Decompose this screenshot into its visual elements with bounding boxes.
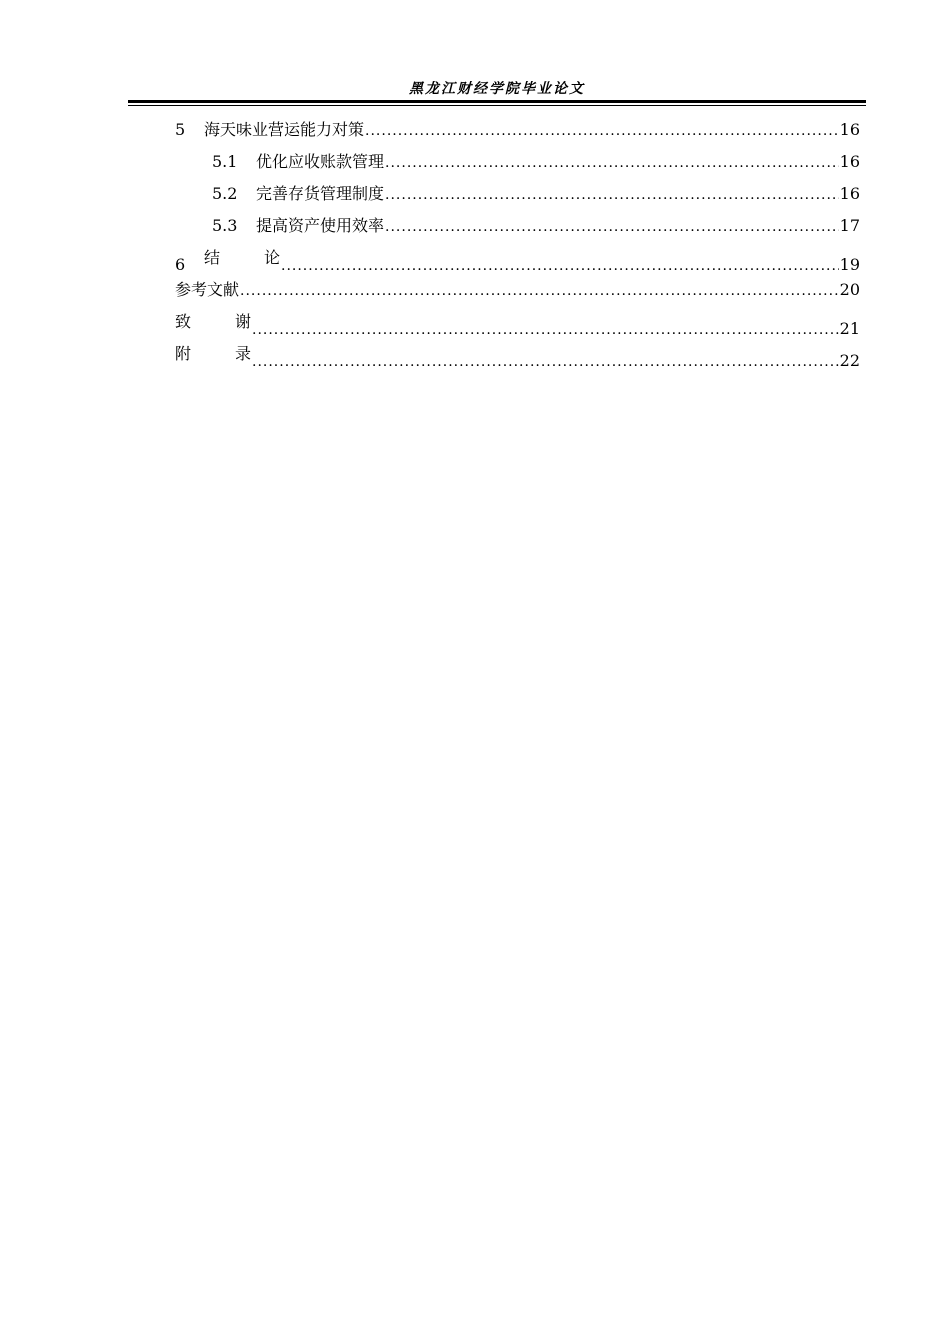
toc-entry-page: 19: [839, 255, 860, 274]
toc-entry-number: 5.3: [212, 216, 238, 235]
toc-entry-page: 22: [839, 351, 860, 370]
toc-entry-acknowledgements[interactable]: [175, 310, 860, 342]
toc-dot-leader: [281, 254, 839, 278]
toc-entry-title: 海天味业营运能力对策: [204, 120, 365, 139]
toc-entry-number: 6: [175, 255, 186, 274]
toc-entry-title: 优化应收账款管理: [256, 152, 385, 171]
page-header: [128, 78, 866, 108]
toc-dot-leader: [385, 183, 839, 207]
header-title: 黑龙江财经学院毕业论文: [409, 81, 585, 97]
toc-title-char: 附: [175, 344, 192, 363]
toc-title-char: 结: [204, 248, 221, 267]
header-rule-thick: [128, 100, 866, 103]
toc-entry-references[interactable]: [175, 278, 860, 310]
toc-dot-leader: [385, 215, 839, 239]
toc-entry-5-2[interactable]: [175, 182, 860, 214]
toc-entry-5-1[interactable]: [175, 150, 860, 182]
toc-entry-title: [175, 310, 251, 334]
toc-entry-number: 5: [175, 120, 186, 139]
toc-entry-page: 16: [839, 184, 860, 203]
toc-entry-page: 16: [839, 120, 860, 139]
toc-title-char: 录: [234, 344, 251, 363]
toc-dot-leader: [240, 279, 839, 303]
toc-title-char: 致: [175, 312, 192, 331]
toc-entry-page: 16: [839, 152, 860, 171]
toc-entry-page: 17: [839, 216, 860, 235]
toc-entry-title: 完善存货管理制度: [256, 184, 385, 203]
toc-dot-leader: [385, 151, 839, 175]
toc-entry-title: [175, 342, 251, 366]
table-of-contents: [175, 118, 860, 374]
toc-entry-number: 5.2: [212, 184, 238, 203]
header-rule-thin: [128, 105, 866, 106]
toc-entry-5-3[interactable]: [175, 214, 860, 246]
toc-entry-appendix[interactable]: [175, 342, 860, 374]
toc-entry-5[interactable]: [175, 118, 860, 150]
toc-dot-leader: [365, 119, 839, 143]
toc-entry-page: 20: [839, 280, 860, 299]
toc-entry-6[interactable]: [175, 246, 860, 278]
toc-dot-leader: [252, 318, 839, 342]
toc-entry-title: 参考文献: [175, 280, 240, 299]
toc-entry-page: 21: [839, 319, 860, 338]
toc-entry-title: 提高资产使用效率: [256, 216, 385, 235]
toc-title-char: 谢: [234, 312, 251, 331]
toc-dot-leader: [252, 350, 839, 374]
toc-title-char: 论: [263, 248, 280, 267]
toc-entry-title: [204, 246, 280, 270]
toc-entry-number: 5.1: [212, 152, 238, 171]
